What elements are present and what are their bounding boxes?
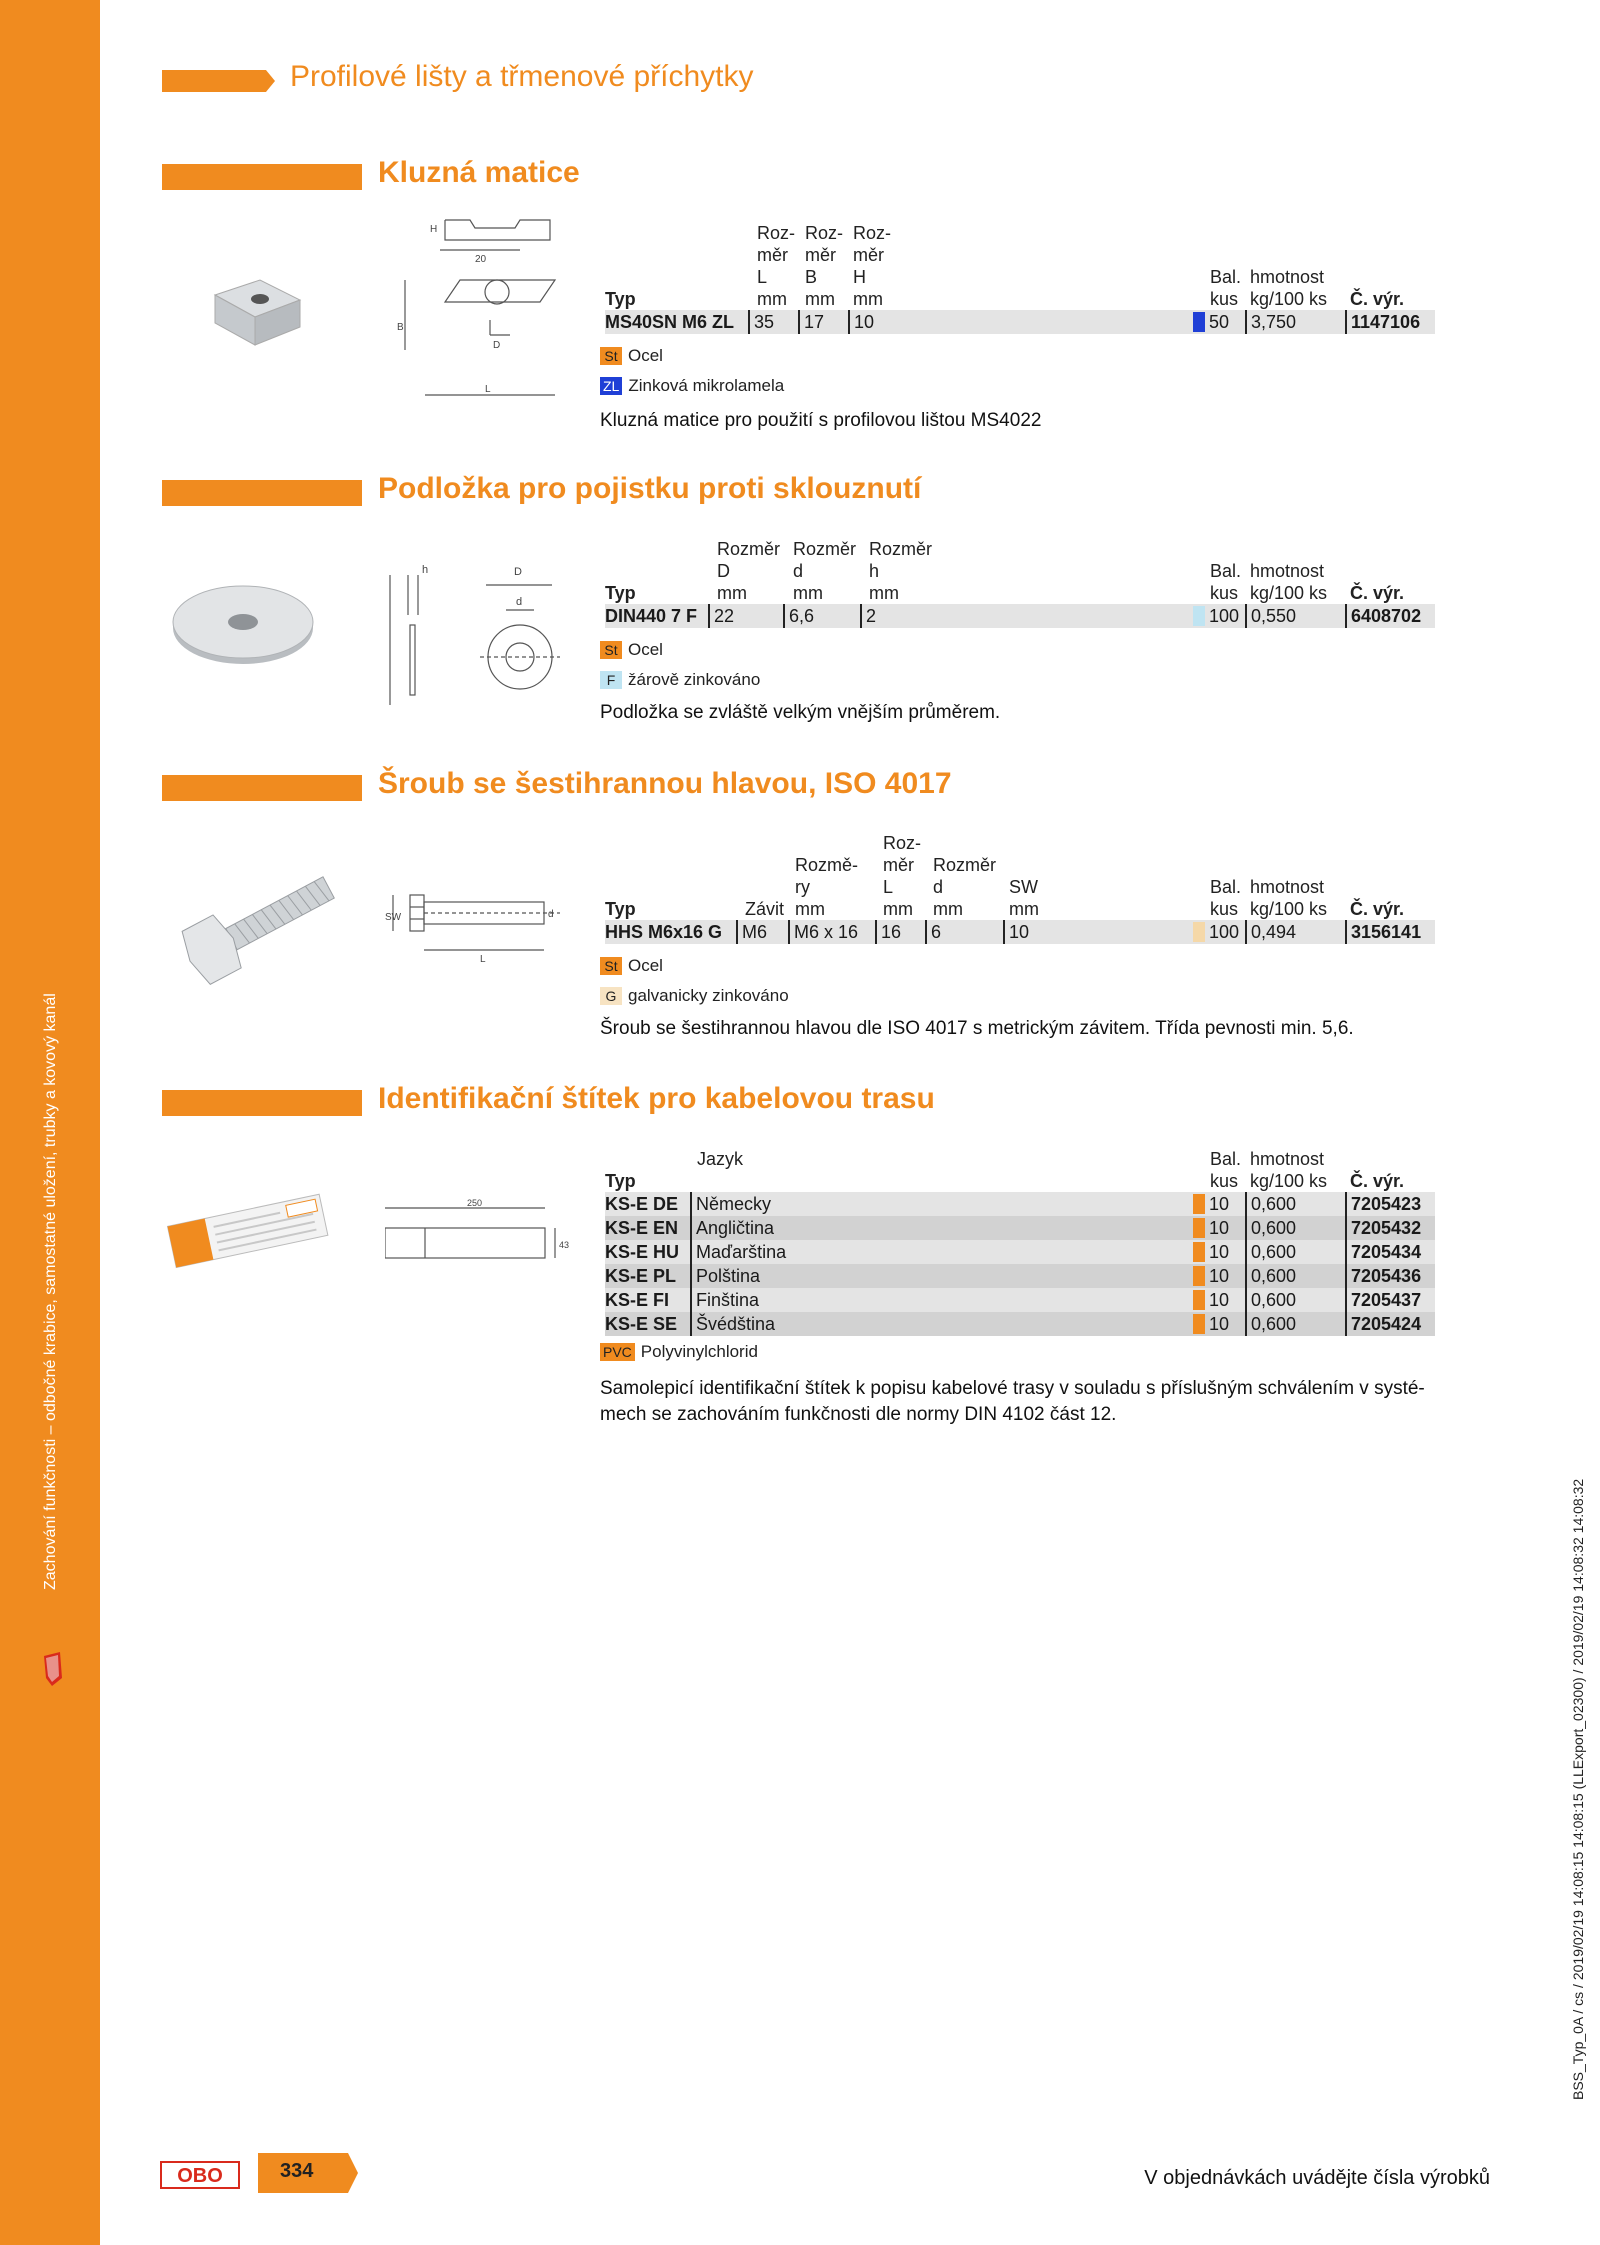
col-sw: SW mm — [1009, 877, 1039, 919]
cell-bal: 10 — [1209, 1218, 1230, 1238]
sliding-nut-drawing — [395, 210, 570, 410]
material-item — [600, 956, 663, 976]
color-marker — [1193, 1290, 1205, 1310]
dim-sw: SW — [385, 912, 402, 923]
col-bal: Bal. kus — [1210, 1149, 1242, 1191]
cell-cv: 7205423 — [1345, 1192, 1421, 1216]
cell-hm: 0,600 — [1245, 1216, 1296, 1240]
material-label: Ocel — [628, 640, 663, 659]
washer-image — [168, 580, 318, 670]
cell-jazyk: Finština — [690, 1288, 759, 1312]
section-title: Podložka pro pojistku proti sklouznutí — [378, 472, 922, 505]
dim-outer-d: D — [514, 566, 522, 578]
material-code: ZL — [600, 377, 622, 395]
product-table — [605, 830, 1435, 944]
cell-jazyk: Angličtina — [690, 1216, 774, 1240]
cell-d: 22 — [708, 604, 734, 628]
material-code: St — [600, 957, 622, 975]
color-marker — [1193, 1218, 1205, 1238]
material-item — [600, 986, 789, 1006]
cell-cv: 7205432 — [1345, 1216, 1421, 1240]
cell-typ: KS-E HU — [605, 1242, 680, 1262]
cell-typ: MS40SN M6 ZL — [605, 312, 735, 332]
dim-b: B — [397, 322, 404, 333]
cell-dd: 6,6 — [783, 604, 814, 628]
obo-logo — [160, 2161, 240, 2189]
col-bal: Bal. kus — [1210, 561, 1242, 603]
table-row — [605, 1192, 1435, 1216]
dim-h: H — [430, 224, 438, 235]
col-bal: Bal. kus — [1210, 267, 1242, 309]
cell-typ: KS-E FI — [605, 1290, 670, 1310]
col-d: Rozměr D mm — [717, 539, 781, 603]
material-label: Polyvinylchlorid — [640, 1342, 758, 1361]
product-table — [605, 222, 1435, 334]
material-item — [600, 346, 663, 366]
col-hm: hmotnost kg/100 ks — [1250, 1149, 1328, 1191]
material-label: žárově zinkováno — [628, 670, 761, 689]
col-typ: Typ — [605, 899, 636, 919]
color-marker — [1193, 1194, 1205, 1214]
dim-l: L — [480, 954, 486, 965]
col-typ: Typ — [605, 583, 636, 603]
cell-bal: 10 — [1209, 1314, 1230, 1334]
cell-bal: 100 — [1209, 922, 1240, 942]
cell-rozmery: M6 x 16 — [788, 920, 858, 944]
cell-typ: KS-E SE — [605, 1314, 678, 1334]
material-item — [600, 640, 663, 660]
cell-l: 35 — [748, 310, 774, 334]
color-marker — [1193, 922, 1205, 942]
section-description: Samolepicí identifikační štítek k popisu kabelové trasy v souladu s příslušným schválením v systé- mech se zachováním funkčnosti dle normy DIN 4102 část 12. — [600, 1378, 1425, 1425]
material-label: Ocel — [628, 956, 663, 975]
sidebar-vertical-text: Zachování funkčnosti – odbočné krabice, samostatné uložení, trubky a kovový kanál — [42, 993, 59, 1590]
bookmark-icon — [42, 1652, 64, 1686]
color-marker — [1193, 606, 1205, 626]
material-code: F — [600, 671, 622, 689]
dim-inner-d: d — [516, 596, 523, 608]
cell-l: 16 — [875, 920, 901, 944]
cell-bal: 10 — [1209, 1194, 1230, 1214]
color-marker — [1193, 1314, 1205, 1334]
material-item — [600, 1342, 758, 1362]
col-cv: Č. výr. — [1350, 289, 1405, 309]
col-typ: Typ — [605, 1171, 636, 1191]
cell-hm: 0,600 — [1245, 1192, 1296, 1216]
material-code: St — [600, 641, 622, 659]
cell-cv: 7205436 — [1345, 1264, 1421, 1288]
cell-typ: KS-E PL — [605, 1266, 677, 1286]
dim-l: L — [485, 384, 491, 395]
cell-hm: 0,600 — [1245, 1240, 1296, 1264]
table-row — [605, 310, 1435, 334]
dim-d: d — [548, 909, 554, 920]
material-label: Zinková mikrolamela — [628, 376, 785, 395]
cell-hm: 0,600 — [1245, 1264, 1296, 1288]
col-l: Roz- měr L mm — [757, 223, 796, 309]
product-table — [605, 536, 1435, 628]
cell-bal: 50 — [1209, 312, 1230, 332]
id-label-image — [165, 1185, 330, 1275]
table-row — [605, 920, 1435, 944]
cell-sw: 10 — [1003, 920, 1029, 944]
id-label-drawing — [385, 1198, 570, 1268]
page-title: Profilové lišty a třmenové příchytky — [290, 60, 754, 93]
cell-zavit: M6 — [736, 920, 767, 944]
section-title: Identifikační štítek pro kabelovou trasu — [378, 1082, 935, 1115]
cell-typ: DIN440 7 F — [605, 606, 698, 626]
dim-d: D — [493, 340, 501, 351]
cell-typ: HHS M6x16 G — [605, 922, 723, 942]
cell-cv: 1147106 — [1345, 310, 1420, 334]
cell-jazyk: Polština — [690, 1264, 760, 1288]
material-label: galvanicky zinkováno — [628, 986, 789, 1005]
col-b: Roz- měr B mm — [805, 223, 844, 309]
section-bar — [162, 1090, 362, 1116]
section-bar — [162, 775, 362, 801]
material-item — [600, 670, 760, 690]
section-bar — [162, 480, 362, 506]
svg-text:OBO: OBO — [177, 2165, 223, 2187]
washer-drawing — [380, 555, 570, 715]
product-table — [605, 1146, 1435, 1336]
color-marker — [1193, 312, 1205, 332]
table-row — [605, 1288, 1435, 1312]
cell-b: 17 — [798, 310, 824, 334]
col-hm: hmotnost kg/100 ks — [1250, 267, 1328, 309]
cell-bal: 10 — [1209, 1242, 1230, 1262]
cell-jazyk: Maďarština — [690, 1240, 786, 1264]
section-description: Kluzná matice pro použití s profilovou lištou MS4022 — [600, 410, 1042, 431]
col-bal: Bal. kus — [1210, 877, 1242, 919]
col-dd: Rozměr d mm — [793, 539, 857, 603]
cell-bal: 10 — [1209, 1290, 1230, 1310]
col-cv: Č. výr. — [1350, 583, 1405, 603]
cell-jazyk: Německy — [690, 1192, 771, 1216]
footer-note: V objednávkách uvádějte čísla výrobků — [1144, 2167, 1490, 2189]
color-marker — [1193, 1242, 1205, 1262]
col-d: Rozměr d mm — [933, 855, 997, 919]
col-l: Roz- měr L mm — [883, 833, 922, 919]
cell-cv: 6408702 — [1345, 604, 1421, 628]
cell-d: 6 — [925, 920, 941, 944]
table-row — [605, 1312, 1435, 1336]
section-description: Šroub se šestihrannou hlavou dle ISO 4017 s metrickým závitem. Třída pevnosti min. 5,6. — [600, 1018, 1354, 1039]
cell-typ: KS-E EN — [605, 1218, 679, 1238]
cell-hm: 0,550 — [1245, 604, 1296, 628]
cell-h: 10 — [848, 310, 874, 334]
page-number: 334 — [280, 2160, 314, 2182]
col-typ: Typ — [605, 289, 636, 309]
header-arrow — [162, 70, 275, 92]
col-hm: hmotnost kg/100 ks — [1250, 877, 1328, 919]
print-meta: BSS_Typ_0A / cs / 2019/02/19 14:08:15 14:08:15 (LLExport_02300) / 2019/02/19 14:08:32 14:08:32 — [1570, 1478, 1586, 2100]
dim-43: 43 — [559, 1240, 570, 1250]
col-hm: hmotnost kg/100 ks — [1250, 561, 1328, 603]
material-code: St — [600, 347, 622, 365]
color-marker — [1193, 1266, 1205, 1286]
sliding-nut-image — [205, 275, 305, 355]
table-row — [605, 1216, 1435, 1240]
hex-bolt-image — [168, 865, 348, 985]
col-cv: Č. výr. — [1350, 1171, 1405, 1191]
cell-typ: KS-E DE — [605, 1194, 679, 1214]
cell-cv: 7205424 — [1345, 1312, 1421, 1336]
material-label: Ocel — [628, 346, 663, 365]
col-zavit: Závit — [745, 899, 785, 919]
section-bar — [162, 164, 362, 190]
material-code: PVC — [600, 1343, 635, 1361]
dim-20: 20 — [475, 254, 487, 265]
dim-250: 250 — [467, 1198, 483, 1208]
cell-hm: 0,494 — [1245, 920, 1296, 944]
material-item — [600, 376, 784, 396]
cell-hm: 0,600 — [1245, 1288, 1296, 1312]
cell-jazyk: Švédština — [690, 1312, 775, 1336]
col-rozmery: Rozmě- ry mm — [795, 855, 859, 919]
table-row — [605, 1264, 1435, 1288]
col-jazyk: Jazyk — [697, 1149, 744, 1169]
col-h: Rozměr h mm — [869, 539, 933, 603]
dim-h: h — [422, 564, 429, 576]
cell-hm: 3,750 — [1245, 310, 1296, 334]
cell-cv: 7205437 — [1345, 1288, 1421, 1312]
col-cv: Č. výr. — [1350, 899, 1405, 919]
table-row — [605, 1240, 1435, 1264]
cell-h: 2 — [860, 604, 876, 628]
cell-bal: 100 — [1209, 606, 1240, 626]
table-row — [605, 604, 1435, 628]
section-title: Šroub se šestihrannou hlavou, ISO 4017 — [378, 767, 952, 800]
section-title: Kluzná matice — [378, 156, 580, 189]
section-description: Podložka se zvláště velkým vnějším průměrem. — [600, 702, 1001, 723]
hex-bolt-drawing — [385, 880, 575, 965]
cell-bal: 10 — [1209, 1266, 1230, 1286]
cell-cv: 7205434 — [1345, 1240, 1421, 1264]
col-h: Roz- měr H mm — [853, 223, 892, 309]
cell-cv: 3156141 — [1345, 920, 1421, 944]
material-code: G — [600, 987, 622, 1005]
cell-hm: 0,600 — [1245, 1312, 1296, 1336]
